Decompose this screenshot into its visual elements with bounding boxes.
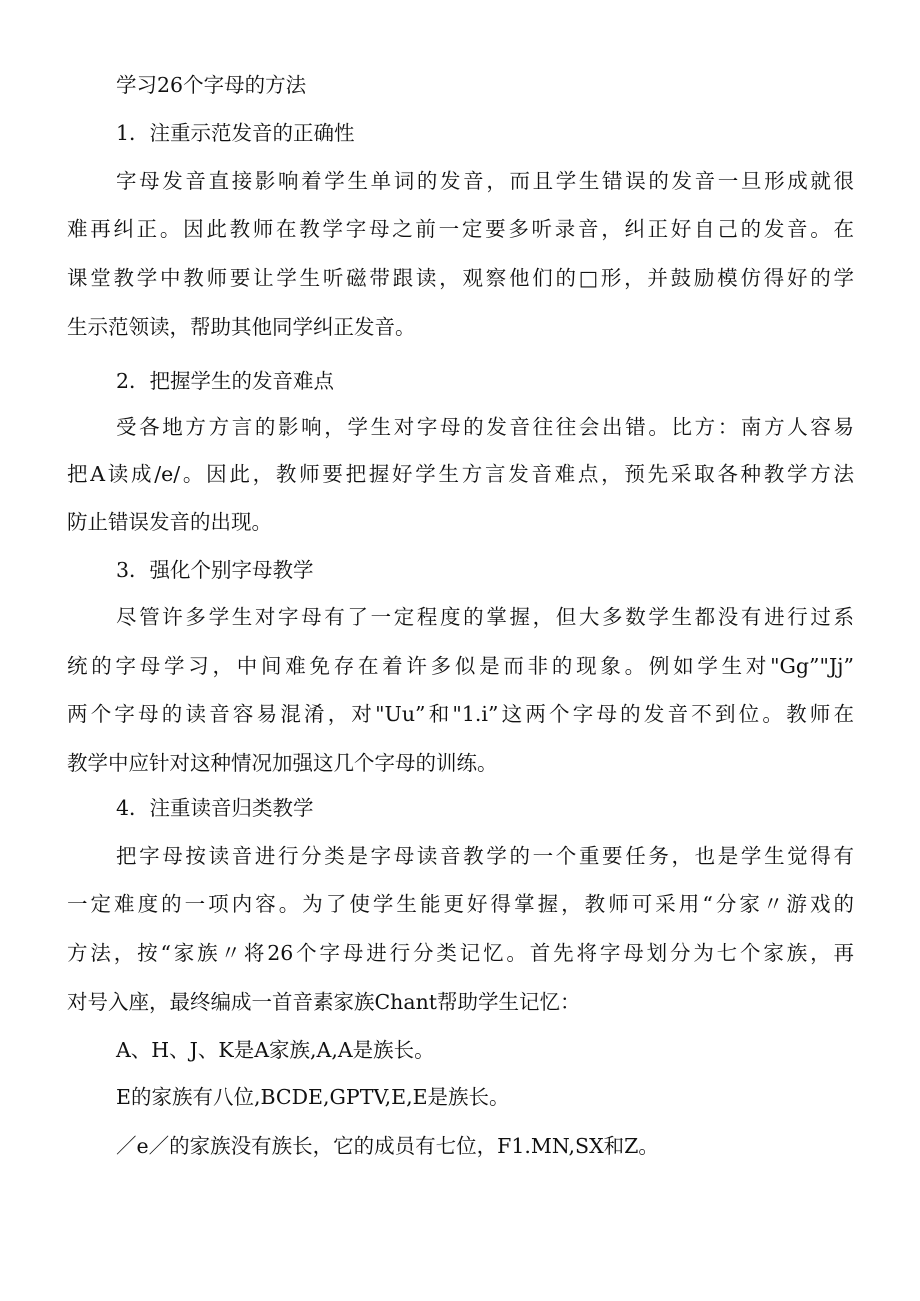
section-heading: 3．强化个别字母教学 xyxy=(116,558,314,582)
paragraph-line: 字母发音直接影响着学生单词的发音，而且学生错误的发音一旦形成就很 xyxy=(116,169,854,193)
paragraph-line: 教学中应针对这种情况加强这几个字母的训练。 xyxy=(67,751,498,775)
section-heading: 4．注重读音归类教学 xyxy=(116,796,314,820)
chant-line: A、H、J、K是A家族,A,A是族长。 xyxy=(116,1038,435,1062)
paragraph-line: 防止错误发音的出现。 xyxy=(67,510,272,534)
paragraph-line: 统的字母学习，中间难免存在着许多似是而非的现象。例如学生对"Gg”"Jj” xyxy=(67,654,854,678)
paragraph-line: 课堂教学中教师要让学生听磁带跟读，观察他们的□形，并鼓励模仿得好的学 xyxy=(67,266,854,290)
paragraph-line: 方法，按“家族〃将26个字母进行分类记忆。首先将字母划分为七个家族，再 xyxy=(67,941,854,965)
chant-line: E的家族有八位,BCDE,GPTV,E,E是族长。 xyxy=(116,1085,510,1109)
section-heading: 2．把握学生的发音难点 xyxy=(116,369,335,393)
paragraph-line: 把字母按读音进行分类是字母读音教学的一个重要任务，也是学生觉得有 xyxy=(116,844,854,868)
section-heading: 1．注重示范发音的正确性 xyxy=(116,121,355,145)
document-title: 学习26个字母的方法 xyxy=(116,73,307,97)
paragraph-line: 难再纠正。因此教师在教学字母之前一定要多听录音，纠正好自己的发音。在 xyxy=(67,217,854,241)
paragraph-line: 对号入座，最终编成一首音素家族Chant帮助学生记忆： xyxy=(67,990,581,1014)
paragraph-line: 把A读成/e/。因此，教师要把握好学生方言发音难点，预先采取各种教学方法 xyxy=(67,462,854,486)
paragraph-line: 尽管许多学生对字母有了一定程度的掌握，但大多数学生都没有进行过系 xyxy=(116,605,854,629)
paragraph-line: 一定难度的一项内容。为了使学生能更好得掌握，教师可采用“分家〃游戏的 xyxy=(67,892,854,916)
paragraph-line: 生示范领读，帮助其他同学纠正发音。 xyxy=(67,315,416,339)
paragraph-line: 受各地方方言的影响，学生对字母的发音往往会出错。比方：南方人容易 xyxy=(116,415,854,439)
chant-line: ／e／的家族没有族长，它的成员有七位，F1.MN,SX和Z。 xyxy=(116,1134,659,1158)
paragraph-line: 两个字母的读音容易混淆，对"Uu”和"1.i”这两个字母的发音不到位。教师在 xyxy=(67,702,854,726)
